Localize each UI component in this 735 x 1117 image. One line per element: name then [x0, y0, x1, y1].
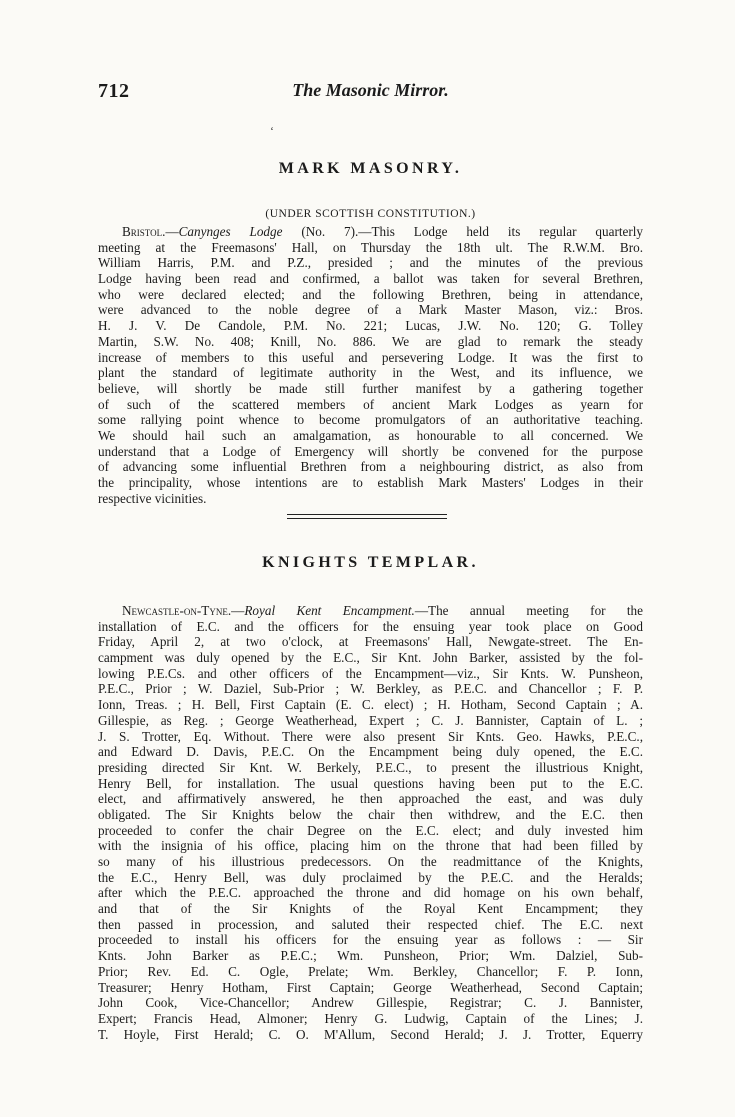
article-line: Henry Bell, for installation. The usual questions having been put to the E.C. [98, 775, 643, 791]
mark-masonry-article [98, 224, 643, 506]
article-line: We should hail such an amalgamation, as honourable to all concerned. We [98, 427, 643, 443]
article-line: who were declared elected; and the following Brethren, being in attendance, [98, 286, 643, 302]
article-line [98, 603, 643, 619]
article-line: meeting at the Freemasons' Hall, on Thursday the 18th ult. The R.W.M. Bro. [98, 239, 643, 255]
section-divider [287, 514, 447, 519]
place-name: Bristol. [122, 224, 166, 239]
lodge-name: Canynges Lodge [178, 224, 283, 239]
article-line: increase of members to this useful and persevering Lodge. It was the first to [98, 349, 643, 365]
article-line: believe, will shortly be made still further manifest by a gathering together [98, 380, 643, 396]
article-line: lowing P.E.Cs. and other officers of the Encampment—viz., Sir Knts. W. Punsheon, [98, 665, 643, 681]
article-line: Martin, S.W. No. 408; Knill, No. 886. We are glad to remark the steady [98, 333, 643, 349]
article-line: Friday, April 2, at two o'clock, at Freemasons' Hall, Newgate-street. The En- [98, 634, 643, 650]
article-line-text: (No. 7).—This Lodge held its regular quarterly [282, 224, 643, 239]
lead-dash: — [231, 603, 245, 618]
article-line: plant the standard of legitimate authority in the West, and its influence, we [98, 365, 643, 381]
article-line: respective vicinities. [98, 490, 207, 506]
stray-mark: ‘ [270, 124, 274, 138]
article-line: obligated. The Sir Knights below the chair then withdrew, and the E.C. then [98, 806, 643, 822]
journal-title: The Masonic Mirror. [292, 80, 449, 100]
article-line: and Edward D. Davis, P.E.C. On the Encampment being duly opened, the E.C. [98, 744, 643, 760]
article-line: John Cook, Vice-Chancellor; Andrew Gillespie, Registrar; C. J. Bannister, [98, 995, 643, 1011]
article-line: understand that a Lodge of Emergency will shortly be convened for the purpose [98, 443, 643, 459]
article-line: campment was duly opened by the E.C., Sir Knt. John Barker, assisted by the fol- [98, 650, 643, 666]
article-line: of such of the scattered members of ancient Mark Lodges as yearn for [98, 396, 643, 412]
article-line: Lodge having been read and confirmed, a ballot was taken for several Brethren, [98, 271, 643, 287]
article-line-text: —The annual meeting for the [414, 603, 644, 618]
article-line: then passed in procession, and saluted their respected chief. The E.C. next [98, 916, 643, 932]
article-line: installation of E.C. and the officers for the ensuing year took place on Good [98, 618, 643, 634]
article-line: proceeded to confer the chair Degree on the E.C. elect; and duly invested him [98, 822, 643, 838]
article-line: so many of his illustrious predecessors. On the readmittance of the Knights, [98, 854, 643, 869]
knights-templar-article [98, 603, 643, 1042]
article-line: after which the P.E.C. approached the throne and did homage on his own behalf, [98, 885, 643, 901]
article-line: Knts. John Barker as P.E.C.; Wm. Punsheon, Prior; Wm. Dalziel, Sub- [98, 948, 643, 964]
encampment-name: Royal Kent Encampment. [244, 603, 415, 618]
article-line: some rallying point whence to become promulgators of an authoritative teaching. [98, 412, 643, 428]
place-name: Newcastle-on-Tyne. [122, 603, 232, 618]
article-line: H. J. V. De Candole, P.M. No. 221; Lucas, J.W. No. 120; G. Tolley [98, 318, 643, 334]
divider-line [287, 514, 447, 515]
running-head [98, 80, 643, 106]
article-line: and that of the Sir Knights of the Royal Kent Encampment; they [98, 901, 643, 917]
article-line: the E.C., Henry Bell, was duly proclaimed by the P.E.C. and the Heralds; [98, 869, 643, 885]
article-line: were advanced to the noble degree of a Mark Master Mason, viz.: Bros. [98, 302, 643, 318]
article-line: proceeded to install his officers for the ensuing year as follows : — Sir [98, 932, 643, 948]
article-line: P.E.C., Prior ; W. Daziel, Sub-Prior ; W. Berkley, as P.E.C. and Chancellor ; F. P. [98, 681, 643, 697]
article-line: with the insignia of his office, placing him on the throne that had been filled by [98, 838, 643, 854]
article-line: elect, and affirmatively answered, he then approached the east, and was duly [98, 791, 643, 807]
article-line: Gillespie, as Reg. ; George Weatherhead, Expert ; C. J. Bannister, Captain of L. ; [98, 712, 643, 728]
article-line: the principality, whose intentions are to establish Mark Masters' Lodges in their [98, 475, 643, 490]
article-line: Prior; Rev. Ed. C. Ogle, Prelate; Wm. Berkley, Chancellor; F. P. Ionn, [98, 963, 643, 979]
lead-dash: — [165, 224, 179, 239]
article-line: of advancing some influential Brethren from a neighbouring district, as also from [98, 459, 643, 475]
article-line: J. S. Trotter, Eq. Without. There were also present Sir Knts. Geo. Hawks, P.E.C., [98, 728, 643, 744]
article-line: William Harris, P.M. and P.Z., presided ; and the minutes of the previous [98, 255, 643, 271]
article-line: Treasurer; Henry Hotham, First Captain; George Weatherhead, Second Captain; [98, 979, 643, 995]
article-line: Expert; Francis Head, Almoner; Henry G. Ludwig, Captain of the Lines; J. [98, 1010, 643, 1026]
article-line: T. Hoyle, First Herald; C. O. M'Allum, Second Herald; J. J. Trotter, Equerry [98, 1026, 643, 1042]
article-line [98, 224, 643, 240]
mark-masonry-heading: MARK MASONRY. [278, 160, 463, 177]
page-number: 712 [98, 80, 130, 102]
divider-line [287, 518, 447, 519]
article-line: Ionn, Treas. ; H. Bell, First Captain (E. C. elect) ; H. Hotham, Second Captain ; A. [98, 697, 643, 713]
mark-masonry-subheading: (UNDER SCOTTISH CONSTITUTION.) [265, 208, 476, 220]
knights-templar-heading: KNIGHTS TEMPLAR. [262, 554, 479, 571]
article-line: presiding directed Sir Knt. W. Berkely, P.E.C., to present the illustrious Knight, [98, 759, 643, 775]
